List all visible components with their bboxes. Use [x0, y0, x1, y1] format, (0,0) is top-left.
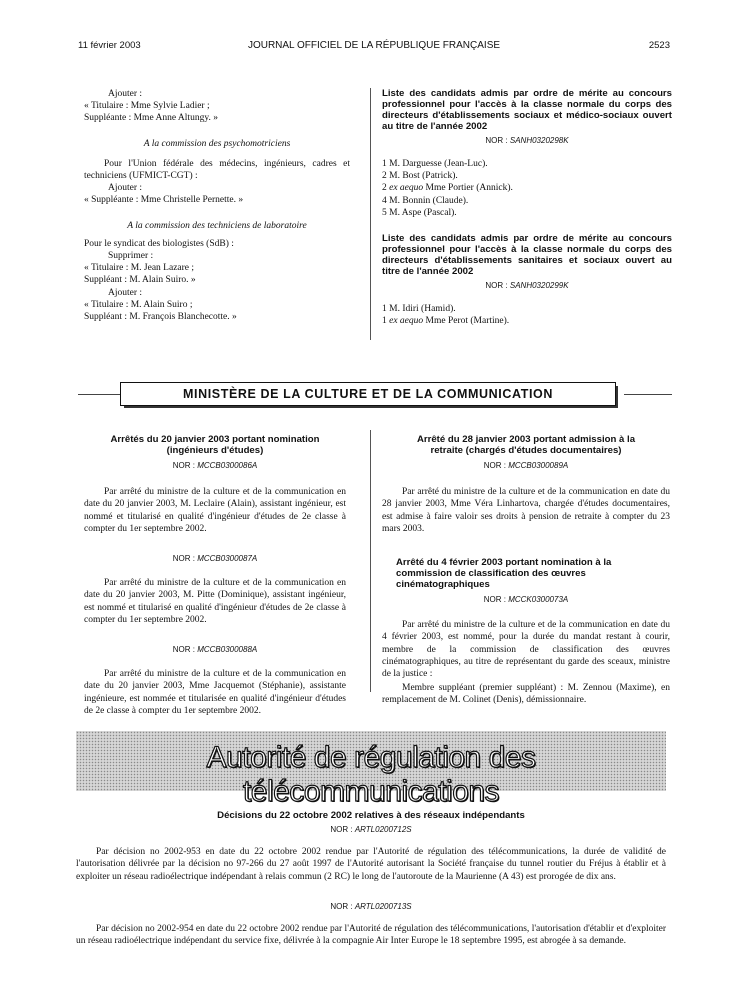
paragraph: Par décision no 2002-954 en date du 22 octobre 2002 rendue par l'Autorité de régulation des télécommunications, l'autorisation d'établir et d'exploiter un réseau radioélectrique indépendant du service fixe, délivrée à la compagnie Air Inter Europe le 18 septembre 1995, est abrogée à sa demande. [76, 924, 666, 947]
paragraph: Membre suppléant (premier suppléant) : M. Zennou (Maxime), en remplacement de M. Colinet (Denis), démissionnaire. [382, 683, 670, 706]
article-title: Arrêté du 4 février 2003 portant nomination à la commission de classification des œuvres cinématographiques [396, 557, 612, 591]
section-heading: A la commission des psychomotriciens [143, 138, 291, 149]
paragraph: Pour l'Union fédérale des médecins, ingénieurs, cadres et techniciens (UFMICT-CGT) : [84, 158, 350, 182]
page-number: 2523 [648, 40, 670, 51]
line: Suppléant : M. François Blanchecotte. » [84, 312, 237, 323]
paragraph: Par arrêté du ministre de la culture et de la communication en date du 20 janvier 2003, M. Leclaire (Alain), assistant ingénieur, est nommé et titularisé en qualité d'ingénieur d'études de 2e classe à compter du 1er septembre 2002. [84, 487, 346, 534]
list-item: 4 M. Bonnin (Claude). [382, 195, 469, 206]
nor-reference: NOR : MCCB0300089A [483, 461, 569, 470]
authority-title: Autorité de régulation des télécommunications [206, 741, 536, 808]
line: Supprimer : [108, 251, 154, 262]
line: « Titulaire : Mme Sylvie Ladier ; [84, 101, 210, 112]
nor-reference: NOR : MCCB0300087A [172, 554, 258, 564]
list-item: 5 M. Aspe (Pascal). [382, 207, 457, 218]
column-divider-middle [370, 430, 371, 692]
paragraph: Par arrêté du ministre de la culture et de la communication en date du 20 janvier 2003, Mme Jacquemot (Stéphanie), assistante ingénieure, est nommée et titularisée en qualité d'ingénieur d'études de 2e classe à compter du 1er septembre 2002. [84, 669, 346, 716]
nor-code: SANH0320298K [509, 136, 569, 145]
line: « Titulaire : M. Alain Suiro ; [84, 299, 193, 310]
header-date: 11 février 2003 [78, 40, 141, 51]
article-title: Arrêtés du 20 janvier 2003 portant nomination (ingénieurs d'études) [110, 434, 320, 456]
authority-band [76, 731, 666, 808]
nor-reference [382, 281, 672, 290]
banner-rule-left [78, 394, 120, 395]
line: Suppléant : M. Alain Suiro. » [84, 275, 196, 286]
culture-left-column [84, 434, 346, 717]
ministry-banner [120, 382, 618, 408]
telecom-section [76, 810, 666, 947]
nor-code: SANH0320299K [509, 281, 569, 291]
list-item: 1 ex aequo Mme Perot (Martine). [382, 316, 510, 327]
line: Ajouter : [108, 287, 143, 298]
list1-title: Liste des candidats admis par ordre de mérite au concours professionnel pour l'accès à la classe normale du corps des directeurs d'établissements sociaux et médico-sociaux ouvert au titre de l'année 2002 [382, 88, 672, 132]
paragraph: Par arrêté du ministre de la culture et de la communication en date du 28 janvier 2003, Mme Véra Linhartova, chargée d'études documentaires, est admise à faire valoir ses droits à pension de retraite à compter du 23 mars 2003. [382, 487, 670, 534]
banner-rule-right [624, 394, 672, 395]
nor-label: NOR : [485, 281, 508, 291]
nor-label: NOR : [485, 136, 508, 145]
nor-reference: NOR : MCCK0300073A [483, 595, 569, 605]
nor-reference: NOR : ARTL0200712S [330, 825, 412, 834]
paragraph: Par arrêté du ministre de la culture et de la communication en date du 4 février 2003, est nommé, pour la durée du mandat restant à courir, membre de la commission de classification des œuvres cinématographiques, au titre de représentant du garde des sceaux, ministre de la justice : [382, 620, 670, 680]
paragraph: Par arrêté du ministre de la culture et de la communication en date du 20 janvier 2003, M. Pitte (Dominique), assistant ingénieur, est nommé et titularisé en qualité d'ingénieur d'études de 2e classe à compter du 1er septembre 2002. [84, 578, 346, 625]
journal-title: JOURNAL OFFICIEL DE LA RÉPUBLIQUE FRANÇAISE [247, 40, 501, 51]
line: « Titulaire : M. Jean Lazare ; [84, 263, 195, 274]
line: Ajouter : [108, 183, 143, 194]
line: Pour le syndicat des biologistes (SdB) : [84, 238, 234, 249]
line: Suppléante : Mme Anne Altungy. » [84, 113, 218, 124]
ministry-title: MINISTÈRE DE LA CULTURE ET DE LA COMMUNICATION [120, 382, 616, 406]
block1 [84, 88, 350, 125]
list-item: 2 M. Bost (Patrick). [382, 171, 458, 182]
top-left-column [84, 88, 350, 323]
list2-title: Liste des candidats admis par ordre de mérite au concours professionnel pour l'accès à la classe normale du corps des directeurs d'établissements sanitaires et sociaux ouvert au titre de l'année 2002 [382, 233, 672, 278]
candidate-list-1 [382, 158, 672, 219]
article-title: Arrêté du 28 janvier 2003 portant admission à la retraite (chargés d'études documentaires) [416, 434, 636, 456]
list-item: 2 ex aequo Mme Portier (Annick). [382, 183, 513, 194]
column-divider-top [370, 88, 371, 340]
candidate-list-2 [382, 303, 672, 327]
line: « Suppléante : Mme Christelle Pernette. » [84, 195, 244, 206]
tech-lines [84, 238, 350, 323]
top-right-column [382, 88, 672, 327]
culture-right-column [382, 434, 670, 707]
nor-reference: NOR : MCCB0300088A [172, 645, 258, 655]
nor-reference: NOR : ARTL0200713S [330, 901, 412, 911]
nor-reference [382, 136, 672, 145]
list-item: 1 M. Darguesse (Jean-Luc). [382, 159, 488, 169]
section-heading: A la commission des techniciens de laboratoire [127, 220, 307, 231]
paragraph: Par décision no 2002-953 en date du 22 octobre 2002 rendue par l'Autorité de régulation des télécommunications, la durée de validité de l'autorisation délivrée par la décision no 97-266 du 27 août 1997 de l'Autorité autorisant la Société française du tunnel routier du Fréjus à établir et à exploiter un réseau radioélectrique indépendant à relais commun (2 RC) le long de l'autoroute de la Maurienne (A 43) est prorogée de dix ans. [76, 847, 666, 882]
decisions-title: Décisions du 22 octobre 2002 relatives à des réseaux indépendants [217, 810, 525, 821]
list-item: 1 M. Idiri (Hamid). [382, 304, 456, 315]
nor-reference: NOR : MCCB0300086A [172, 461, 258, 470]
line: Ajouter : [108, 89, 143, 99]
